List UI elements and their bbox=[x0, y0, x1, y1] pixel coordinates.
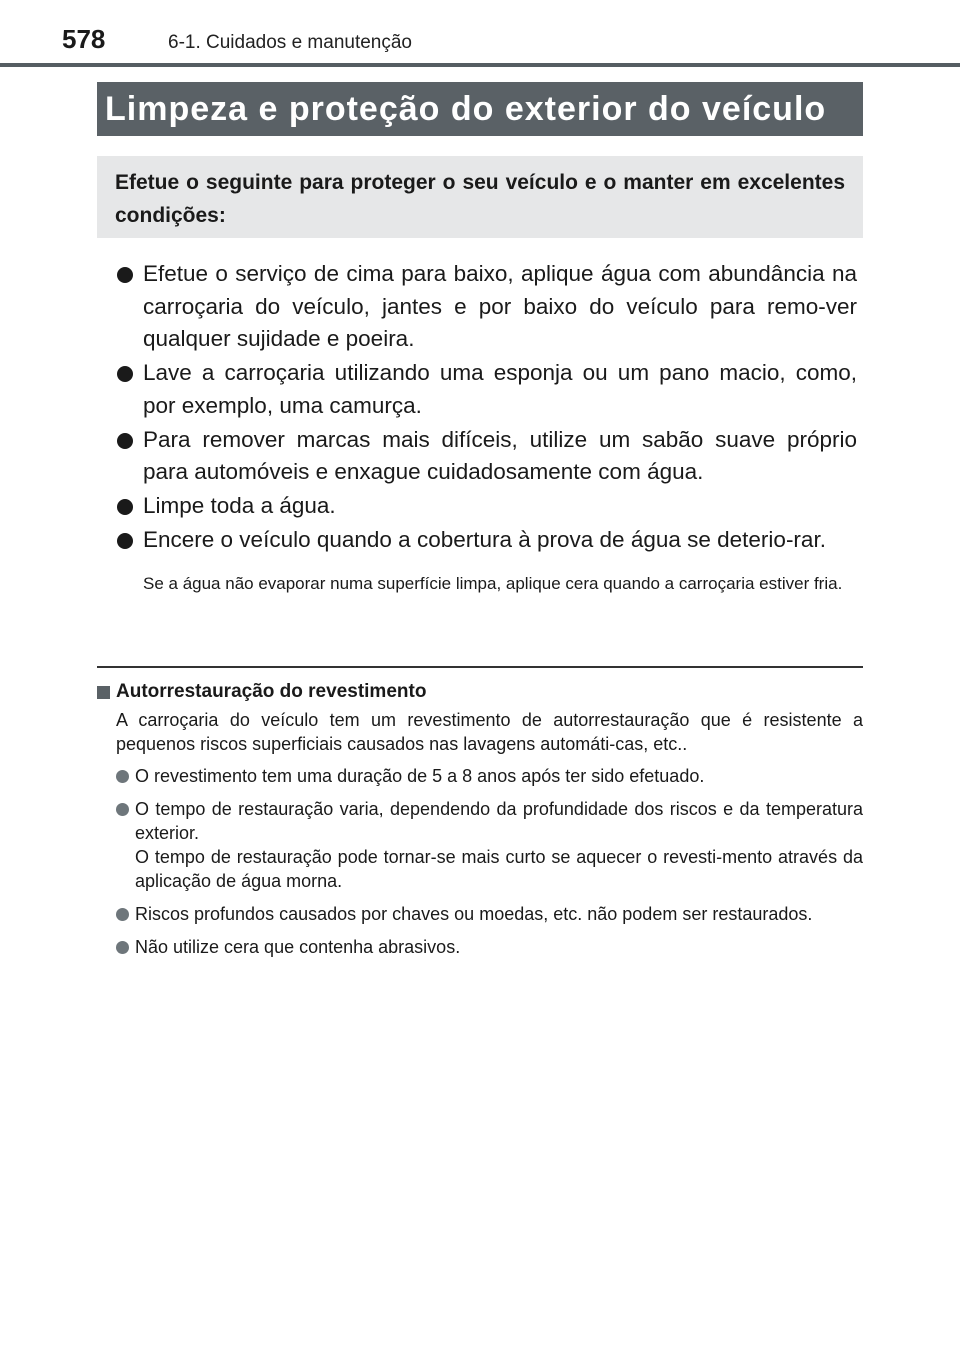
bullet-icon bbox=[117, 533, 133, 549]
intro-text: Efetue o seguinte para proteger o seu veículo e o manter em excelentes condições: bbox=[115, 171, 845, 227]
step-text: Para remover marcas mais difíceis, utilize um sabão suave próprio para automóveis e enxague cuidadosamente com água. bbox=[143, 426, 857, 484]
list-item bbox=[97, 902, 863, 926]
bullet-icon bbox=[116, 941, 129, 954]
list-item bbox=[97, 935, 863, 959]
list-item bbox=[117, 524, 857, 557]
item-text: O tempo de restauração pode tornar-se mais curto se aquecer o revesti-mento através da aplicação de água morna. bbox=[135, 847, 863, 891]
intro-box bbox=[97, 156, 863, 238]
info-body: A carroçaria do veículo tem um revestimento de autorrestauração que é resistente a pequenos riscos superficiais causados nas lavagens automáti-cas, etc.. bbox=[116, 710, 863, 754]
step-text: Limpe toda a água. bbox=[143, 493, 336, 518]
list-item bbox=[117, 258, 857, 356]
bullet-icon bbox=[117, 366, 133, 382]
info-section bbox=[97, 680, 863, 968]
header-rule bbox=[0, 63, 960, 67]
section-title-bar bbox=[97, 82, 863, 136]
page-number: 578 bbox=[62, 24, 106, 54]
bullet-icon bbox=[116, 770, 129, 783]
page-header bbox=[0, 0, 960, 68]
bullet-icon bbox=[117, 433, 133, 449]
list-item bbox=[117, 357, 857, 422]
bullet-icon bbox=[116, 908, 129, 921]
square-bullet-icon bbox=[97, 686, 110, 699]
bullet-icon bbox=[116, 803, 129, 816]
list-item bbox=[117, 490, 857, 523]
bullet-icon bbox=[117, 267, 133, 283]
steps-list bbox=[117, 258, 857, 596]
list-item bbox=[97, 764, 863, 788]
item-text: Riscos profundos causados por chaves ou moedas, etc. não podem ser restaurados. bbox=[135, 904, 813, 924]
bullet-icon bbox=[117, 499, 133, 515]
info-heading bbox=[97, 680, 863, 704]
chapter-title: 6-1. Cuidados e manutenção bbox=[168, 32, 412, 53]
step-text: Efetue o serviço de cima para baixo, aplique água com abundância na carroçaria do veículo, jantes e por baixo do veículo para remo-ver qualquer sujidade e poeira. bbox=[143, 261, 857, 351]
item-text: O tempo de restauração varia, dependendo da profundidade dos riscos e da temperatura exterior. bbox=[135, 799, 863, 843]
section-title: Limpeza e proteção do exterior do veículo bbox=[105, 89, 827, 128]
step-note: Se a água não evaporar numa superfície limpa, aplique cera quando a carroçaria estiver fria. bbox=[143, 573, 843, 593]
info-heading-text: Autorrestauração do revestimento bbox=[116, 681, 427, 702]
list-item bbox=[97, 797, 863, 893]
step-text: Lave a carroçaria utilizando uma esponja ou um pano macio, como, por exemplo, uma camurça. bbox=[143, 360, 857, 418]
item-text: Não utilize cera que contenha abrasivos. bbox=[135, 937, 461, 957]
item-text: O revestimento tem uma duração de 5 a 8 anos após ter sido efetuado. bbox=[135, 766, 705, 786]
list-item bbox=[117, 424, 857, 489]
info-list bbox=[97, 764, 863, 959]
step-text: Encere o veículo quando a cobertura à prova de água se deterio-rar. bbox=[143, 527, 826, 552]
section-divider bbox=[97, 666, 863, 668]
